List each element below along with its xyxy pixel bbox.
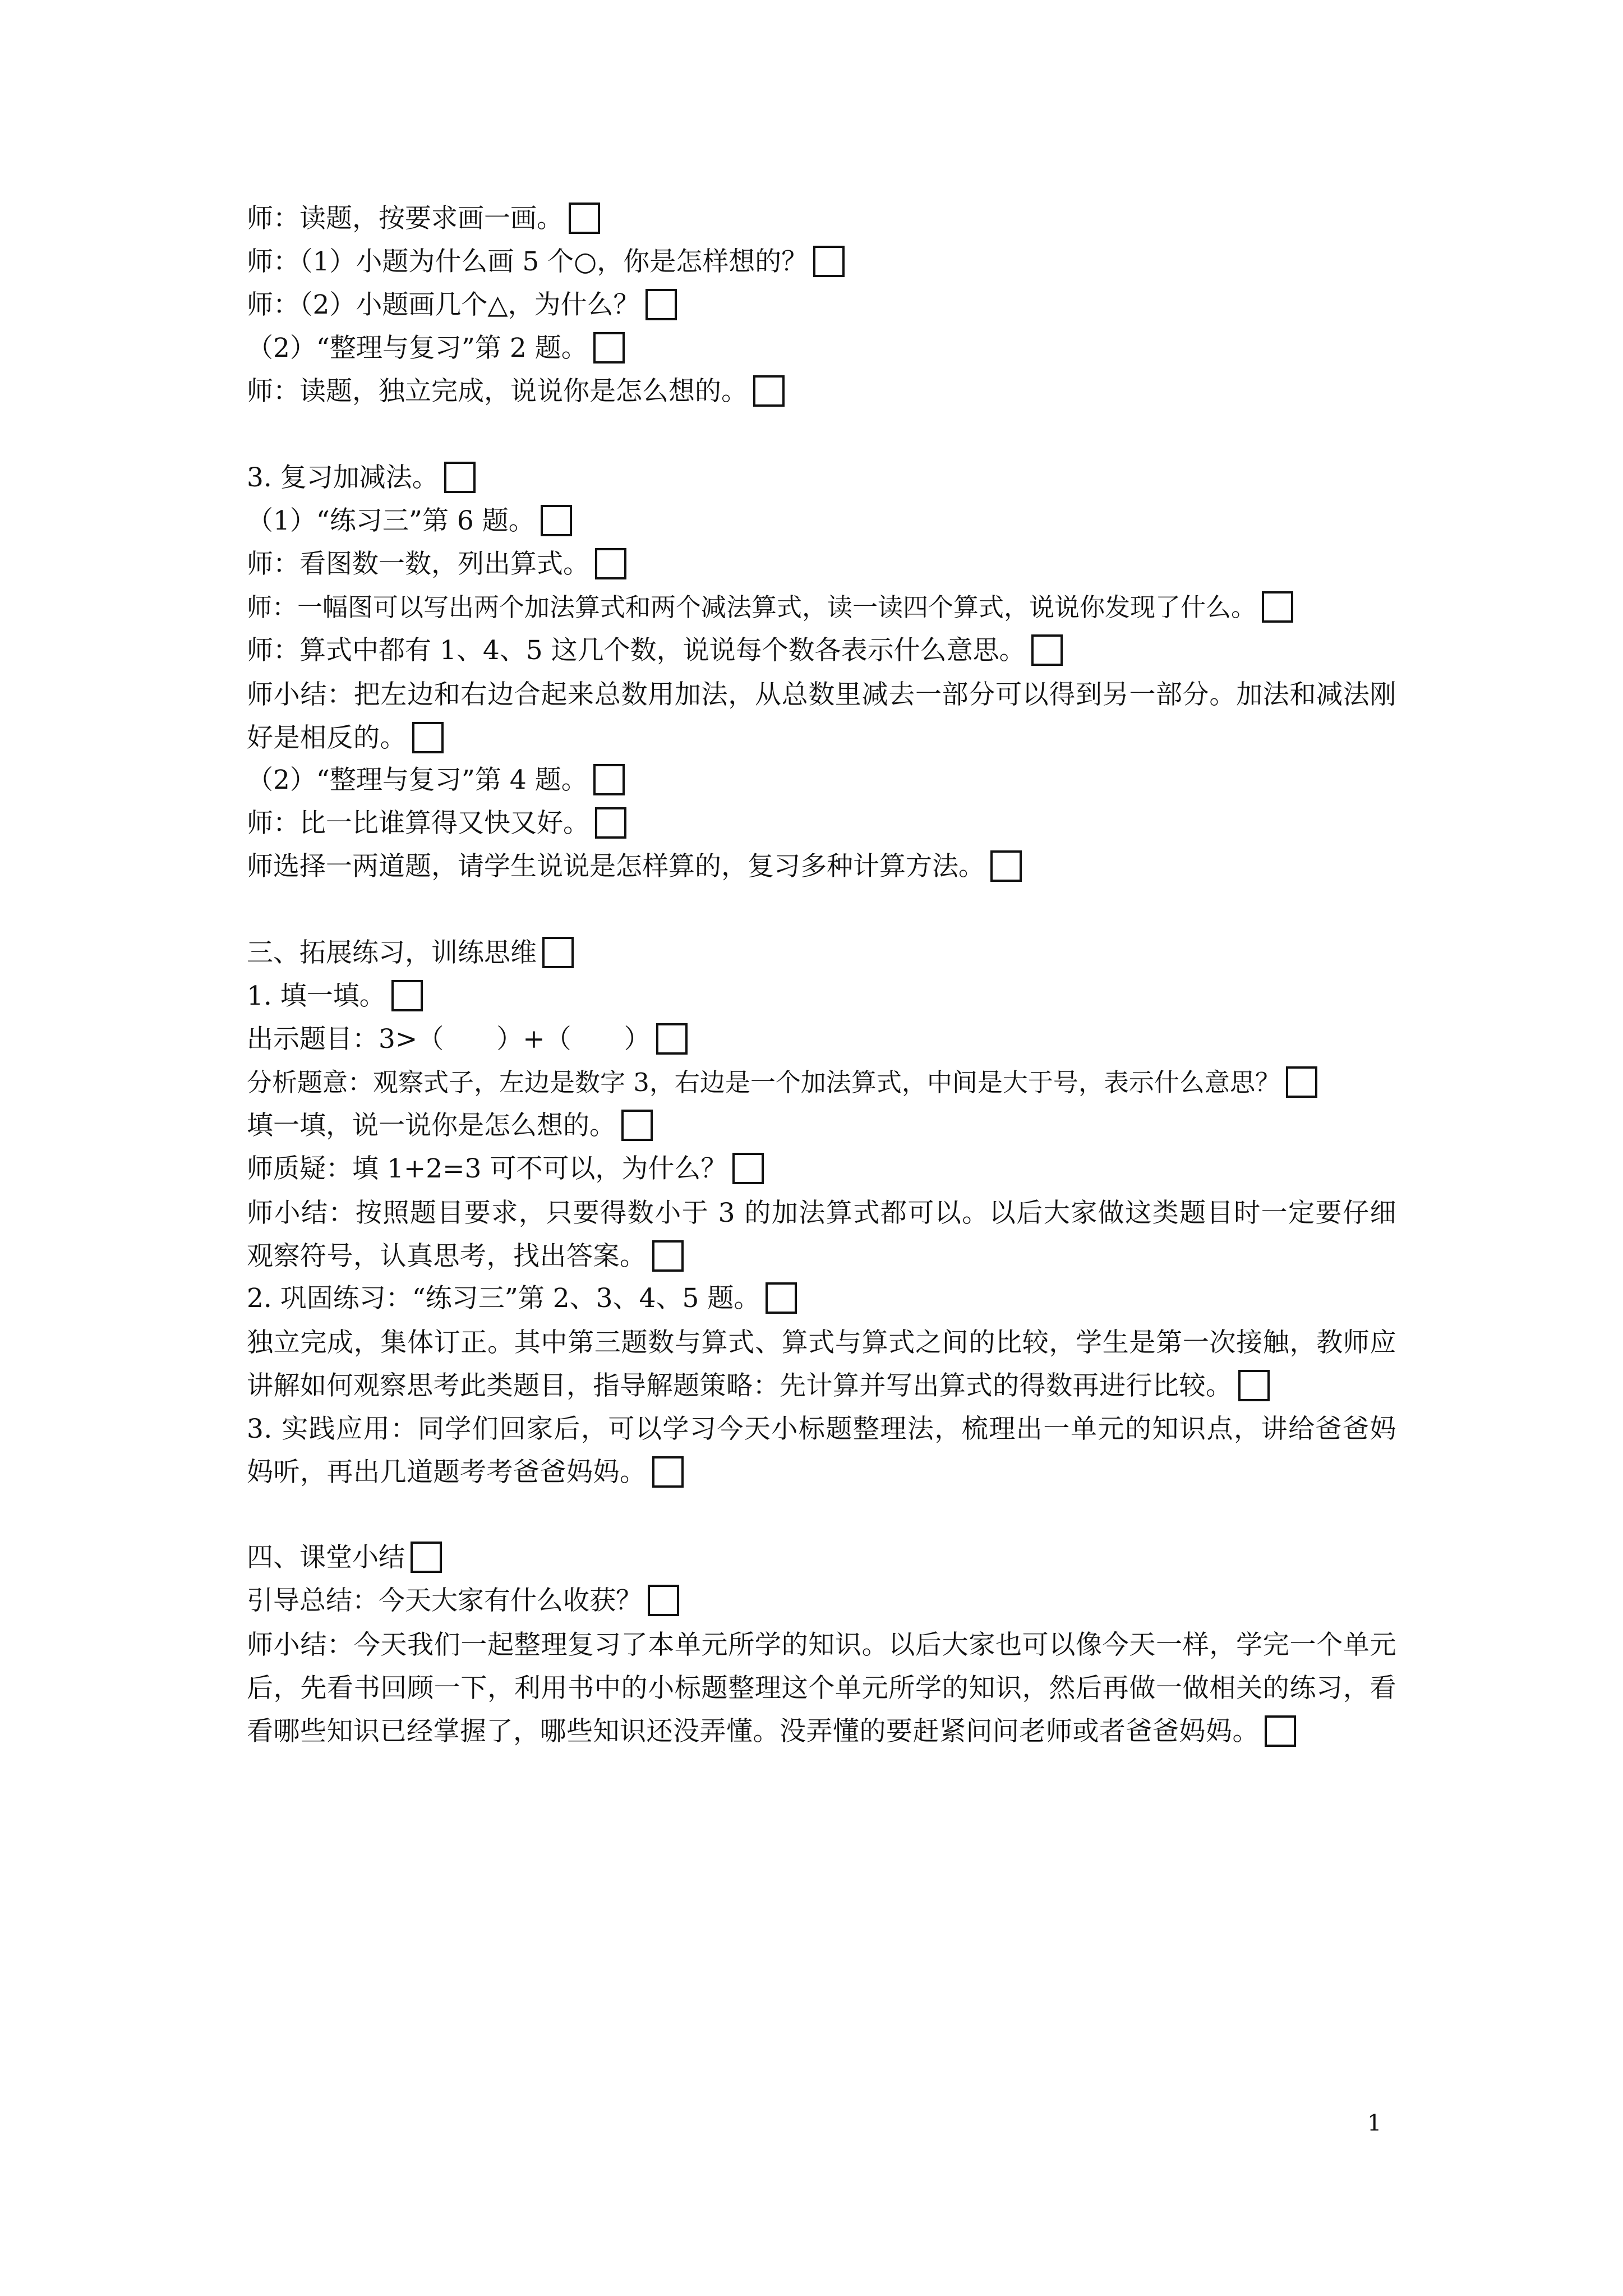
checkbox[interactable] [391,980,423,1011]
section-heading: 三、拓展练习，训练思维 [247,933,574,973]
checkbox[interactable] [813,246,845,277]
checkbox[interactable] [753,375,785,407]
text-line: 1. 填一填。 [247,977,423,1016]
page-number: 1 [1367,2110,1382,2136]
text-line: 师：（1）小题为什么画 5 个○，你是怎样想的？ [247,242,845,282]
text-line: （2）“整理与复习”第 4 题。 [247,761,625,800]
text-line: 师：看图数一数，列出算式。 [247,545,626,584]
text-line: （2）“整理与复习”第 2 题。 [247,329,625,368]
checkbox[interactable] [766,1282,797,1314]
checkbox[interactable] [732,1153,764,1184]
checkbox[interactable] [656,1023,688,1055]
text-line: 师：读题，按要求画一画。 [247,199,600,238]
text-line: 2. 巩固练习：“练习三”第 2、3、4、5 题。 [247,1279,797,1318]
checkbox[interactable] [444,462,476,493]
checkbox[interactable] [593,764,625,795]
text-line: （1）“练习三”第 6 题。 [247,501,572,541]
checkbox[interactable] [990,850,1022,882]
text-paragraph: 师小结：把左边和右边合起来总数用加法，从总数里减去一部分可以得到另一部分。加法和减法刚好是相反的。 [247,679,1396,753]
text-line: 师：（2）小题画几个△，为什么？ [247,286,677,325]
section-heading: 四、课堂小结 [247,1538,442,1577]
checkbox[interactable] [1238,1370,1270,1401]
text-line: 师质疑：填 1+2=3 可不可以，为什么？ [247,1149,764,1189]
checkbox[interactable] [595,807,626,839]
checkbox[interactable] [621,1110,653,1141]
text-line: 师：读题，独立完成，说说你是怎么想的。 [247,372,785,411]
text-paragraph: 师小结：今天我们一起整理复习了本单元所学的知识。以后大家也可以像今天一样，学完一个单元后，先看书回顾一下，利用书中的小标题整理这个单元所学的知识，然后再做一做相关的练习，看看哪些知识已经掌握了，哪些知识还没弄懂。没弄懂的要赶紧问问老师或者爸爸妈妈。 [247,1630,1396,1747]
checkbox[interactable] [541,505,572,536]
text-line: 填一填，说一说你是怎么想的。 [247,1106,653,1145]
checkbox[interactable] [542,937,574,968]
checkbox[interactable] [1031,634,1063,666]
checkbox[interactable] [593,332,625,364]
checkbox[interactable] [1286,1066,1317,1098]
text-line: 师选择一两道题，请学生说说是怎样算的，复习多种计算方法。 [247,847,1022,886]
text-line: 引导总结：今天大家有什么收获？ [247,1581,679,1621]
checkbox[interactable] [595,548,626,579]
section-heading: 3. 复习加减法。 [247,458,476,498]
text-line: 出示题目：3>（ ）+（ ） [247,1020,688,1059]
checkbox[interactable] [569,203,600,234]
checkbox[interactable] [1265,1715,1296,1747]
checkbox[interactable] [1262,591,1293,623]
checkbox[interactable] [652,1240,684,1272]
text-line: 师：比一比谁算得又快又好。 [247,804,626,843]
text-paragraph: 独立完成，集体订正。其中第三题数与算式、算式与算式之间的比较，学生是第一次接触，教师应讲解如何观察思考此类题目，指导解题策略：先计算并写出算式的得数再进行比较。 [247,1327,1396,1401]
text-paragraph: 师小结：按照题目要求，只要得数小于 3 的加法算式都可以。以后大家做这类题目时一定要仔细观察符号，认真思考，找出答案。 [247,1198,1396,1272]
checkbox[interactable] [645,289,677,320]
checkbox[interactable] [411,1542,442,1573]
checkbox[interactable] [412,722,444,753]
text-line: 师：一幅图可以写出两个加法算式和两个减法算式，读一读四个算式，说说你发现了什么。 [247,588,1293,627]
text-line: 师：算式中都有 1、4、5 这几个数，说说每个数各表示什么意思。 [247,631,1063,670]
checkbox[interactable] [648,1585,679,1616]
text-paragraph: 3. 实践应用：同学们回家后，可以学习今天小标题整理法，梳理出一单元的知识点，讲给爸爸妈妈听，再出几道题考考爸爸妈妈。 [247,1414,1396,1488]
checkbox[interactable] [652,1456,684,1488]
text-line: 分析题意：观察式子，左边是数字 3，右边是一个加法算式，中间是大于号，表示什么意思？ [247,1063,1317,1102]
